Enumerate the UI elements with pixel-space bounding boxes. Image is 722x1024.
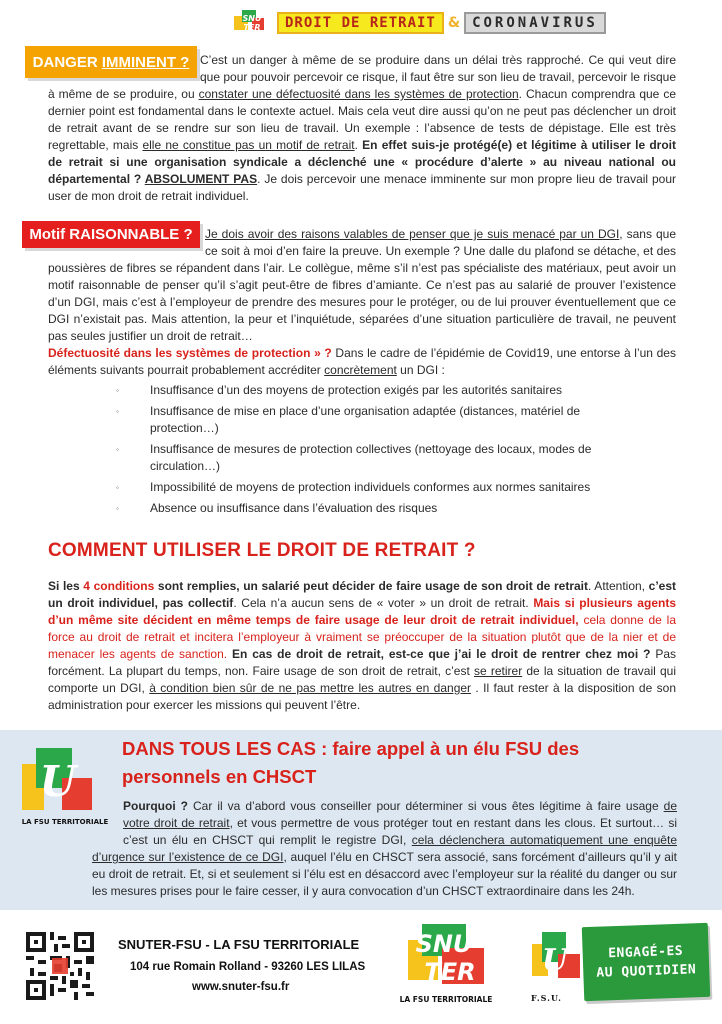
danger-paragraph — [48, 52, 676, 205]
text-bold-underlined: ABSOLUMENT PAS — [144, 172, 258, 186]
footer-org-name: SNUTER-FSU - LA FSU TERRITORIALE — [118, 937, 360, 952]
text: un DGI : — [396, 363, 445, 377]
how-paragraph — [48, 578, 676, 714]
engage-line: AU QUOTIDIEN — [596, 962, 697, 981]
list-item — [116, 403, 636, 437]
svg-text:TER: TER — [243, 23, 261, 32]
text-underlined: se retirer — [474, 664, 523, 678]
list-item — [116, 479, 636, 496]
motif-paragraph — [48, 226, 676, 345]
text: Dans le cadre de l’épidémie de Covid19, une entorse à l’un des éléments suivants pourrait probablement accréditer — [48, 346, 676, 377]
title-line: DANS TOUS LES CAS : faire appel à un élu FSU des — [122, 738, 580, 759]
footer-address: 104 rue Romain Rolland - 93260 LES LILAS — [130, 961, 366, 973]
how-section-title: COMMENT UTILISER LE DROIT DE RETRAIT ? — [48, 540, 476, 561]
snuter-footer-logo — [398, 922, 494, 1008]
footer-website-link[interactable]: www.snuter-fsu.fr — [192, 981, 290, 993]
bullet-icon: ◦ — [116, 483, 119, 492]
text-bold: En cas de droit de retrait, est-ce que j’ai le droit de rentrer chez moi ? — [227, 647, 651, 661]
text-underlined: concrètement — [324, 363, 397, 377]
text-underlined: de votre droit de retrait — [123, 799, 677, 830]
motif-raisonnable-tag: Motif RAISONNABLE ? — [22, 221, 200, 248]
text-underlined: constater une défectuosité dans les systèmes de protection — [198, 87, 519, 101]
text: . Attention, — [588, 579, 649, 593]
text: . — [354, 138, 363, 152]
text-underlined: Je dois avoir des raisons valables de penser que je suis menacé par un DGI — [205, 227, 620, 241]
list-item — [116, 382, 636, 399]
text-red: 4 conditions — [83, 579, 155, 593]
list-item-text: Insuffisance de mise en place d’une organisation adaptée (distances, matériel de protection…) — [150, 404, 581, 435]
tag-text-underlined: IMMINENT ? — [101, 53, 190, 71]
text-bold: En effet suis-je protégé(e) et légitime à utiliser le droit de retrait si une organisation syndicale a déclenché une « procédure d’alerte » au niveau national ou départemental ? — [48, 138, 676, 186]
text: . Cela n’a aucun sens de « voter » un droit de retrait. — [233, 596, 534, 610]
logo-text: SNU — [415, 930, 473, 958]
text: Pas forcément. La plupart du temps, non. Faire usage de son droit de retrait, c’est — [48, 647, 676, 678]
svg-text:U: U — [39, 757, 77, 806]
bullet-icon: ◦ — [116, 445, 119, 454]
svg-text:U: U — [541, 943, 569, 978]
defect-paragraph — [48, 345, 676, 379]
text: . Chacun comprendra que ce dernier point est fondamental dans le contexte actuel. Mais cela veut dire aussi qu’on ne peut pas déclencher un droit de retrait avant de se rendre sur son lieu de travail. Un exemple : l’absence de tests de dépistage. Elle est très regrettable, mais — [48, 87, 677, 152]
banner-coronavirus: CORONAVIRUS — [464, 12, 606, 34]
bullet-icon: ◦ — [116, 407, 119, 416]
title-line: personnels en CHSCT — [122, 766, 317, 787]
tag-text: DANGER — [32, 53, 98, 71]
fsu-callout-paragraph — [92, 798, 677, 900]
bullet-icon: ◦ — [116, 504, 119, 513]
text-bold: Si les — [48, 579, 84, 593]
engage-badge — [582, 923, 711, 1001]
defect-bullet-list — [116, 382, 636, 521]
qr-code[interactable] — [26, 932, 94, 1000]
text-underlined: à condition bien sûr de ne pas mettre les autres en danger — [149, 681, 472, 695]
list-item-text: Insuffisance d’un des moyens de protection exigés par les autorités sanitaires — [150, 383, 563, 397]
fsu-caption: F.S.U. — [531, 993, 562, 1003]
header-banner — [277, 12, 606, 34]
text: , et vous permettre de vous protéger tout en restant dans les clous. Et surtout… si c’est un élu en CHSCT qui remplit le registre DGI, — [123, 816, 678, 847]
list-item-text: Absence ou insuffisance dans l’évaluation des risques — [150, 501, 438, 515]
list-item — [116, 441, 636, 475]
list-item — [116, 500, 636, 517]
snuter-header-logo — [232, 8, 272, 34]
text-bold: sont remplies, un salarié peut décider de faire usage de son droit de retrait — [154, 579, 588, 593]
bullet-icon: ◦ — [116, 386, 119, 395]
text: de la situation de travail qui comporte un DGI, — [48, 664, 676, 695]
banner-droit-de-retrait: DROIT DE RETRAIT — [277, 12, 444, 34]
banner-ampersand: & — [447, 15, 461, 31]
text: , sans que ce soit à moi d’en faire la preuve. Un exemple ? Une dalle du plafond se détache, et des poussières de fibres se répandent dans l’air. Le collègue, même s’il n’est pas spécialiste des matériaux, peut avoir un motif raisonnable de penser qu’il s’agit peut-être de fibres d’amiante. Ce n’est pas au salarié de prouver l’existence d’un DGI, mais c’est à l’employeur de prendre des mesures pour le protéger, ou de lui prouver éventuellement que ce DGI n’existait pas. Mais attention, la peur et l’inquiétude, séparées d’une situation particulière de travail, ne peuvent pas seules justifier un droit de retrait… — [48, 227, 676, 343]
text: . Je dois percevoir une menace imminente sur mon propre lieu de travail pour user de mon droit de retrait individuel. — [48, 172, 677, 203]
fsu-logo — [530, 930, 582, 992]
logo-text: TER — [424, 958, 476, 986]
defect-lead: Défectuosité dans les systèmes de protection » ? — [48, 346, 332, 360]
list-item-text: Impossibilité de moyens de protection individuels conformes aux normes sanitaires — [150, 480, 591, 494]
text-bold: c’est un droit individuel, pas collectif — [48, 579, 677, 610]
text: C’est un danger à même de se produire dans un délai très rapproché. Ce qui veut dire que pour pouvoir percevoir ce risque, il faut être sur son lieu de travail, percevoir le risque à même de se produire, ou — [48, 53, 676, 101]
text-underlined: cela déclenchera automatiquement une enquête d’urgence sur l’existence de ce DGI — [92, 833, 677, 864]
text: . Il faut rester à la disposition de son administration pour exercer les missions qui peuvent l’être. — [48, 681, 676, 712]
fsu-callout-title — [122, 735, 579, 791]
logo-caption: LA FSU TERRITORIALE — [21, 818, 109, 826]
engage-line: ENGAGÉ-ES — [607, 943, 684, 962]
text-red: Mais si plusieurs agents d’un même site décident en même temps de faire usage de leur droit de retrait individuel, — [48, 596, 676, 627]
svg-text:SNU: SNU — [242, 14, 262, 23]
logo-caption: LA FSU TERRITORIALE — [399, 995, 493, 1004]
text-red: cela donne de la force au droit de retrait et incitera l’employeur à vraiment se préoccuper de la situation plutôt que de la nier et de menacer les agents de sanction. — [48, 613, 677, 661]
text: Car il va d’abord vous conseiller pour déterminer si vous êtes légitime à faire usage — [188, 799, 664, 813]
text-underlined: elle ne constitue pas un motif de retrait — [142, 138, 355, 152]
list-item-text: Insuffisance de mesures de protection collectives (nettoyage des locaux, modes de circulation…) — [150, 442, 592, 473]
text-bold: Pourquoi ? — [123, 799, 188, 813]
text: , auquel l’élu en CHSCT sera associé, sans forcément d’ailleurs qu’il y ait eu droit de retrait. Et, si et seulement si l’élu est en désaccord avec l’employeur sur la réalité du danger ou sur les mesures prises pour le faire cesser, il y aura convocation d’un CHSCT extraordinaire dans les 24h. — [92, 850, 677, 898]
